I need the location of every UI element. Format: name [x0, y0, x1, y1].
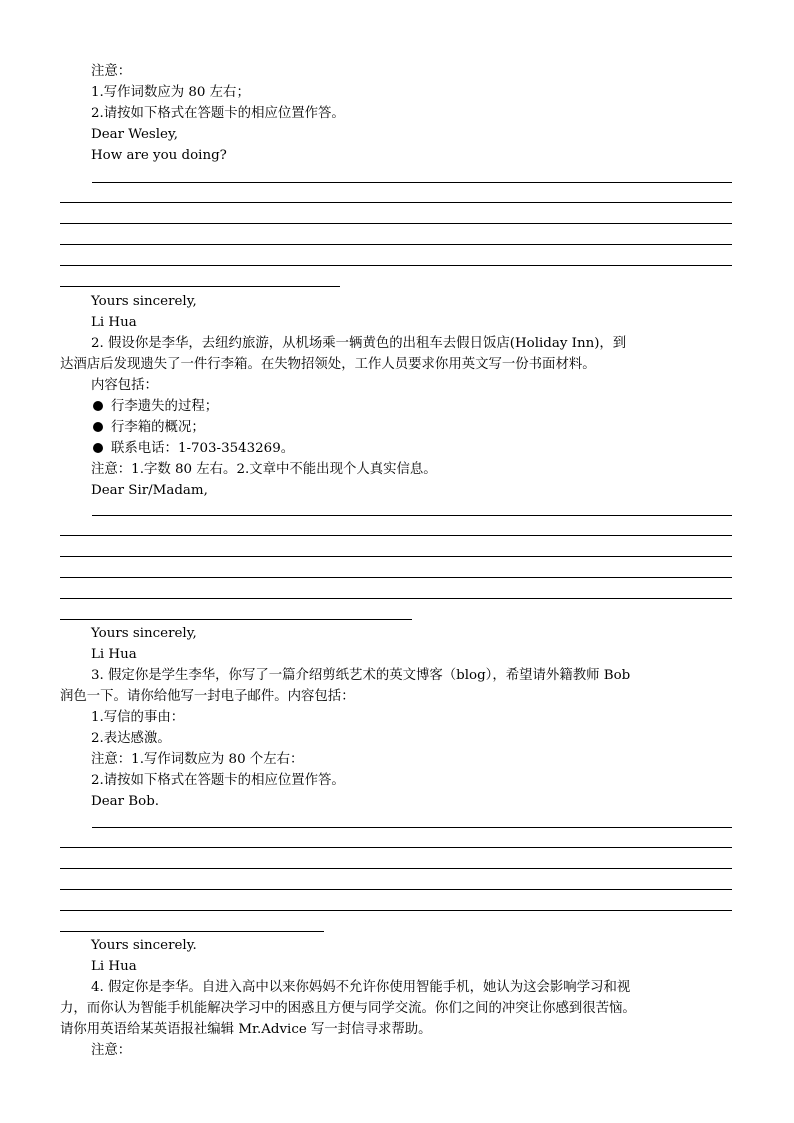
answer-line[interactable]: [60, 598, 732, 599]
note-title: 注意：: [91, 64, 132, 79]
letter-opening: How are you doing?: [91, 148, 227, 163]
answer-line[interactable]: [60, 847, 732, 848]
answer-line[interactable]: [60, 286, 340, 287]
bullet-text: 联系电话：1-703-3543269。: [111, 441, 295, 456]
letter-salutation: Dear Bob.: [91, 794, 160, 809]
prompt-text: 达酒店后发现遗失了一件行李箱。在失物招领处，工作人员要求你用英文写一份书面材料。: [60, 357, 596, 372]
answer-line[interactable]: [60, 577, 732, 578]
bullet-icon: [93, 401, 103, 411]
answer-line[interactable]: [60, 223, 732, 224]
prompt-text: 润色一下。请你给他写一封电子邮件。内容包括：: [60, 689, 355, 704]
answer-line[interactable]: [60, 244, 732, 245]
answer-line[interactable]: [92, 827, 732, 828]
note-text: 注意：1.写作词数应为 80 个左右：: [91, 752, 304, 767]
answer-line[interactable]: [92, 182, 732, 183]
prompt-text: 4. 假定你是李华。自进入高中以来你妈妈不允许你使用智能手机，她认为这会影响学习和视: [91, 980, 631, 995]
note-title: 注意：: [91, 1043, 132, 1058]
answer-line[interactable]: [60, 619, 412, 620]
bullet-item: [91, 417, 205, 438]
content-title: 内容包括：: [91, 378, 158, 393]
answer-line[interactable]: [60, 910, 732, 911]
prompt-text: 请你用英语给某英语报社编辑 Mr.Advice 写一封信寻求帮助。: [60, 1022, 432, 1037]
bullet-icon: [93, 443, 103, 453]
content-item: 1.写信的事由：: [91, 710, 185, 725]
bullet-item: [91, 438, 294, 459]
letter-salutation: Dear Wesley,: [91, 127, 179, 142]
letter-closing: Yours sincerely.: [91, 938, 197, 953]
note-text: 2.请按如下格式在答题卡的相应位置作答。: [91, 773, 345, 788]
letter-signature: Li Hua: [91, 647, 137, 662]
letter-closing: Yours sincerely,: [91, 626, 197, 641]
answer-line[interactable]: [60, 556, 732, 557]
answer-line[interactable]: [60, 535, 732, 536]
letter-closing: Yours sincerely,: [91, 294, 197, 309]
letter-salutation: Dear Sir/Madam,: [91, 483, 208, 498]
note-item: 2.请按如下格式在答题卡的相应位置作答。: [91, 106, 345, 121]
prompt-text: 2. 假设你是李华，去纽约旅游，从机场乘一辆黄色的出租车去假日饭店(Holiday Inn)，到: [91, 336, 627, 351]
prompt-text: 力，而你认为智能手机能解决学习中的困惑且方便与同学交流。你们之间的冲突让你感到很苦恼。: [60, 1001, 636, 1016]
answer-line[interactable]: [60, 868, 732, 869]
bullet-text: 行李遗失的过程；: [111, 399, 219, 414]
letter-signature: Li Hua: [91, 959, 137, 974]
bullet-text: 行李箱的概况；: [111, 420, 205, 435]
answer-line[interactable]: [92, 515, 732, 516]
note-item: 1.写作词数应为 80 左右；: [91, 85, 250, 100]
content-item: 2.表达感激。: [91, 731, 171, 746]
answer-line[interactable]: [60, 889, 732, 890]
letter-signature: Li Hua: [91, 315, 137, 330]
answer-line[interactable]: [60, 931, 324, 932]
note-text: 注意：1.字数 80 左右。2.文章中不能出现个人真实信息。: [91, 462, 437, 477]
bullet-icon: [93, 422, 103, 432]
answer-line[interactable]: [60, 265, 732, 266]
prompt-text: 3. 假定你是学生李华，你写了一篇介绍剪纸艺术的英文博客（blog），希望请外籍教师 Bob: [91, 668, 631, 683]
answer-line[interactable]: [60, 202, 732, 203]
bullet-item: [91, 396, 218, 417]
